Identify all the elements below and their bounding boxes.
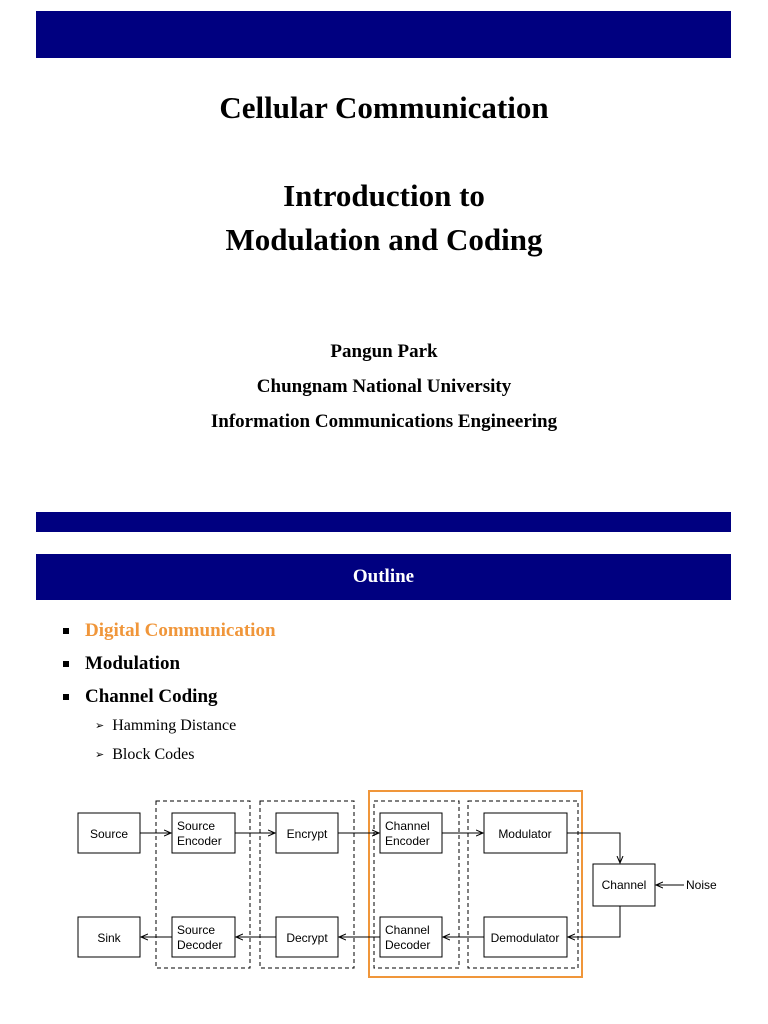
arrow-bullet-icon: ➢: [95, 748, 105, 761]
source-encoder-label-2: Encoder: [177, 834, 222, 848]
sink-label: Sink: [97, 931, 121, 945]
source-decoder-label-2: Decoder: [177, 938, 223, 952]
department: Information Communications Engineering: [210, 411, 558, 432]
decrypt-label: Decrypt: [286, 931, 328, 945]
bullet-label: Modulation: [85, 652, 181, 674]
slide-title: Cellular Communication: [219, 90, 549, 125]
author-name: Pangun Park: [330, 341, 438, 362]
demodulator-label: Demodulator: [490, 931, 560, 945]
source-encoder-label-1: Source: [177, 819, 216, 833]
channel-encoder-label-2: Encoder: [385, 834, 430, 848]
subbullet-label: Hamming Distance: [112, 716, 237, 734]
channel-decoder-label-1: Channel: [385, 923, 430, 937]
institution: Chungnam National University: [256, 376, 512, 397]
arrow-bullet-icon: ➢: [95, 719, 105, 732]
subbullet-label: Block Codes: [112, 745, 195, 763]
channel-decoder-label-2: Decoder: [385, 938, 431, 952]
source-decoder-label-1: Source: [177, 923, 216, 937]
channel-encoder-label-1: Channel: [385, 819, 430, 833]
channel-label: Channel: [601, 878, 647, 892]
modulator-label: Modulator: [498, 827, 552, 841]
bullet-label: Channel Coding: [85, 685, 218, 707]
encrypt-label: Encrypt: [286, 827, 328, 841]
subtitle-line-1: Introduction to: [283, 178, 485, 213]
outline-header-label: Outline: [352, 566, 415, 587]
noise-label: Noise: [686, 878, 717, 892]
bullet-label: Digital Communication: [85, 619, 276, 641]
source-label: Source: [89, 827, 129, 841]
subtitle-line-2: Modulation and Coding: [225, 222, 543, 257]
